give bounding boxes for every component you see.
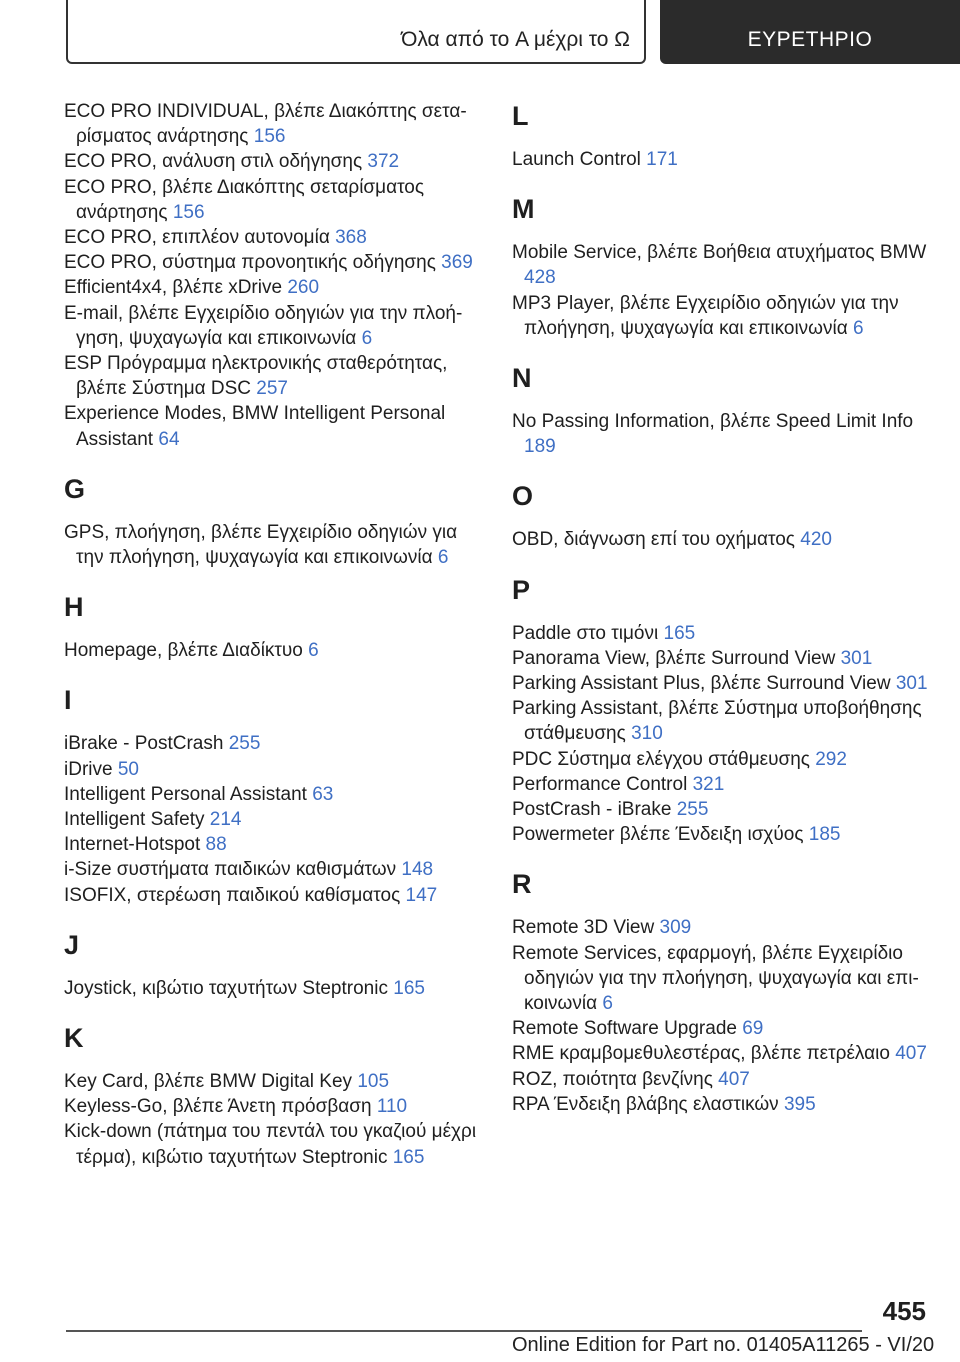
index-entry <box>64 275 484 300</box>
index-entry-text: Powermeter βλέπε Ένδειξη ισχύος <box>512 824 809 846</box>
index-entry-text: Panorama View, βλέπε Surround View <box>512 647 841 669</box>
index-page-link[interactable]: 309 <box>659 917 692 939</box>
index-page-link[interactable]: 407 <box>718 1068 750 1090</box>
index-letter-heading: I <box>64 685 72 716</box>
page-number: 455 <box>882 1296 926 1326</box>
index-entry-text: No Passing Information, βλέπε Speed Limit Info <box>512 411 914 433</box>
index-entry <box>512 671 932 696</box>
index-entry-text: RME κραμβομεθυλεστέρας, βλέπε πετρέλαιο <box>512 1043 896 1065</box>
index-entry-text: iDrive <box>64 758 118 780</box>
index-entry <box>512 1016 932 1041</box>
index-page-link[interactable]: 395 <box>783 1093 816 1115</box>
index-entry <box>64 225 484 250</box>
index-entry-text: ECO PRO INDIVIDUAL, βλέπε Διακόπτης σεταρίσματος ανάρτησης <box>64 101 467 148</box>
index-page-link[interactable]: 260 <box>287 277 320 299</box>
index-letter-heading: M <box>512 194 535 225</box>
index-entry <box>512 291 932 341</box>
index-entry <box>64 301 484 351</box>
index-entry-text: Intelligent Personal Assistant <box>64 783 313 805</box>
index-entry-text: Mobile Service, βλέπε Βοήθεια ατυχήματος BMW <box>512 242 927 264</box>
section-tab[interactable] <box>66 0 646 64</box>
index-entry-text: Joystick, κιβώτιο ταχυτήτων Steptronic <box>64 977 394 999</box>
index-entry <box>64 520 484 570</box>
index-entry-text: Parking Assistant, βλέπε Σύστημα υποβοήθησης στάθμευσης <box>512 698 922 745</box>
index-page-link[interactable]: 407 <box>895 1043 927 1065</box>
index-entry <box>512 621 932 646</box>
index-page-link[interactable]: 148 <box>401 859 434 881</box>
index-entry-text: MP3 Player, βλέπε Εγχειρίδιο οδηγιών για την πλοήγηση, ψυχαγωγία και επικοινωνία <box>512 292 899 339</box>
index-tab[interactable] <box>660 0 960 64</box>
index-entry <box>64 807 484 832</box>
index-page-link[interactable]: 69 <box>742 1018 764 1040</box>
index-entry <box>512 797 932 822</box>
index-entry <box>64 99 484 149</box>
index-page-link[interactable]: 110 <box>376 1096 408 1118</box>
index-page-link[interactable]: 310 <box>631 723 663 745</box>
index-page-link[interactable]: 428 <box>524 267 556 289</box>
index-entry-text: Homepage, βλέπε Διαδίκτυο <box>64 640 309 662</box>
index-entry <box>64 250 484 275</box>
index-entry <box>512 772 932 797</box>
index-entry <box>512 147 932 172</box>
index-entry <box>64 401 484 451</box>
index-entry <box>512 915 932 940</box>
index-entry <box>64 832 484 857</box>
index-entry-text: PDC Σύστημα ελέγχου στάθμευσης <box>512 748 816 770</box>
index-entry <box>64 883 484 908</box>
index-page-link[interactable]: 156 <box>172 201 205 223</box>
index-entry-text: PostCrash - iBrake <box>512 799 677 821</box>
index-page-link[interactable]: 372 <box>367 151 400 173</box>
index-entry <box>512 240 932 290</box>
index-entry <box>64 175 484 225</box>
index-entry <box>512 696 932 746</box>
index-entry <box>512 747 932 772</box>
index-letter-heading: O <box>512 481 534 512</box>
index-entry <box>64 857 484 882</box>
edition-footer: Online Edition for Part no. 01405A11265 - VI/20 <box>512 1334 935 1356</box>
page-header <box>0 0 960 68</box>
index-page-link[interactable]: 165 <box>663 622 696 644</box>
index-entry-text: Parking Assistant Plus, βλέπε Surround View <box>512 673 896 695</box>
index-page-link[interactable]: 369 <box>441 252 473 274</box>
index-page-link[interactable]: 6 <box>602 993 613 1015</box>
index-entry-text: Kick-down (πάτημα του πεντάλ του γκαζιού μέχρι τέρμα), κιβώτιο ταχυτήτων Steptronic <box>64 1121 477 1168</box>
index-page-link[interactable]: 301 <box>895 673 928 695</box>
index-entry-text: Remote Services, εφαρμογή, βλέπε Εγχειρίδιο οδηγιών για την πλοήγηση, ψυχαγωγία και επικοινωνία <box>512 942 919 1015</box>
index-entry-text: ECO PRO, επιπλέον αυτονομία <box>64 227 336 249</box>
index-entry <box>64 1119 484 1169</box>
index-entry-text: E-mail, βλέπε Εγχειρίδιο οδηγιών για την πλοήγηση, ψυχαγωγία και επικοινωνία <box>64 302 463 349</box>
index-entry <box>512 527 932 552</box>
index-page-link[interactable]: 147 <box>405 884 438 906</box>
index-entry-text: Launch Control <box>512 149 647 170</box>
index-letter-heading: H <box>64 592 84 623</box>
index-letter-heading: K <box>64 1023 84 1054</box>
index-page-link[interactable]: 420 <box>800 529 832 551</box>
index-entry-text: GPS, πλοήγηση, βλέπε Εγχειρίδιο οδηγιών για την πλοήγηση, ψυχαγωγία και επικοινωνία <box>64 521 458 569</box>
index-entry <box>64 638 484 663</box>
section-title: Όλα από το A μέχρι το Ω <box>401 28 630 51</box>
index-entry <box>512 646 932 671</box>
index-entry <box>512 1041 932 1066</box>
index-page-link[interactable]: 214 <box>209 809 242 831</box>
index-entry <box>512 1067 932 1092</box>
index-page-link[interactable]: 88 <box>205 834 227 856</box>
index-entry-text: ECO PRO, σύστημα προνοητικής οδήγησης <box>64 252 442 274</box>
index-entry-text: Experience Modes, BMW Intelligent Personal Assistant <box>64 403 446 450</box>
index-entry <box>64 782 484 807</box>
index-entry <box>512 941 932 1017</box>
index-page-link[interactable]: 6 <box>361 327 373 349</box>
index-page-link[interactable]: 255 <box>228 733 261 755</box>
index-entry-text: OBD, διάγνωση επί του οχήματος <box>512 529 801 551</box>
index-entry <box>64 976 484 1001</box>
index-label: ΕΥΡΕΤΗΡΙΟ <box>747 28 873 51</box>
index-entry <box>64 731 484 756</box>
index-entry <box>64 1069 484 1094</box>
index-page-link[interactable]: 50 <box>117 758 139 780</box>
index-entry-text: Paddle στο τιμόνι <box>512 622 664 644</box>
index-page-link[interactable]: 165 <box>392 1146 425 1168</box>
index-page-link[interactable]: 165 <box>393 977 425 999</box>
index-entry-text: ECO PRO, ανάλυση στιλ οδήγησης <box>64 151 368 173</box>
index-page-link[interactable]: 255 <box>676 799 709 821</box>
index-page-link[interactable]: 368 <box>335 227 367 249</box>
index-page-link[interactable]: 189 <box>524 436 556 458</box>
index-entry-text: iBrake - PostCrash <box>64 733 229 755</box>
index-entry <box>64 351 484 401</box>
index-entry <box>64 757 484 782</box>
index-page-link[interactable]: 6 <box>308 640 319 662</box>
index-entry <box>512 822 932 847</box>
index-entry <box>64 1094 484 1119</box>
index-page-link[interactable]: 6 <box>437 547 449 569</box>
index-page-link[interactable]: 185 <box>808 824 841 846</box>
index-entry <box>512 1092 932 1117</box>
index-entry-text: i-Size συστήματα παιδικών καθισμάτων <box>64 859 402 881</box>
footer-divider <box>66 1330 862 1332</box>
index-entry <box>512 409 932 459</box>
index-entry-text: RPA Ένδειξη βλάβης ελαστικών <box>512 1093 784 1115</box>
index-entry-text: ISOFIX, στερέωση παιδικού καθίσματος <box>64 884 406 906</box>
index-page-link[interactable]: 105 <box>357 1071 390 1093</box>
index-letter-heading: R <box>512 869 532 900</box>
index-entry-text: ESP Πρόγραμμα ηλεκτρονικής σταθερότητας, βλέπε Σύστημα DSC <box>64 353 448 400</box>
index-page-link[interactable]: 6 <box>853 317 864 339</box>
index-entry-text: Efficient4x4, βλέπε xDrive <box>64 277 288 299</box>
index-entry-text: Remote Software Upgrade <box>512 1018 743 1040</box>
index-entry <box>64 149 484 174</box>
index-entry-text: Internet-Hotspot <box>64 834 206 856</box>
index-page-link[interactable]: 301 <box>840 647 873 669</box>
index-letter-heading: J <box>64 929 80 960</box>
index-entry-text: Intelligent Safety <box>64 809 210 831</box>
index-page-link[interactable]: 257 <box>256 378 288 400</box>
index-page-link[interactable]: 64 <box>158 428 180 450</box>
index-entry-text: ROZ, ποιότητα βενζίνης <box>512 1068 719 1090</box>
index-letter-heading: L <box>512 101 529 131</box>
index-page-link[interactable]: 171 <box>646 149 678 170</box>
index-letter-heading: P <box>512 574 531 605</box>
index-page-link[interactable]: 321 <box>692 773 725 795</box>
index-entry-text: Performance Control <box>512 773 693 795</box>
index-column-right <box>512 99 932 1117</box>
index-entry-text: Remote 3D View <box>512 917 660 939</box>
index-page-link[interactable]: 292 <box>815 748 847 770</box>
index-entry-text: Keyless-Go, βλέπε Άνετη πρόσβαση <box>64 1096 377 1118</box>
index-column-left <box>64 99 484 1170</box>
index-page-link[interactable]: 63 <box>312 783 334 805</box>
index-letter-heading: G <box>64 473 86 504</box>
index-letter-heading: N <box>512 363 532 394</box>
index-page-link[interactable]: 156 <box>253 126 286 148</box>
index-entry-text: ECO PRO, βλέπε Διακόπτης σεταρίσματος ανάρτησης <box>64 176 425 223</box>
index-entry-text: Key Card, βλέπε BMW Digital Key <box>64 1071 358 1093</box>
